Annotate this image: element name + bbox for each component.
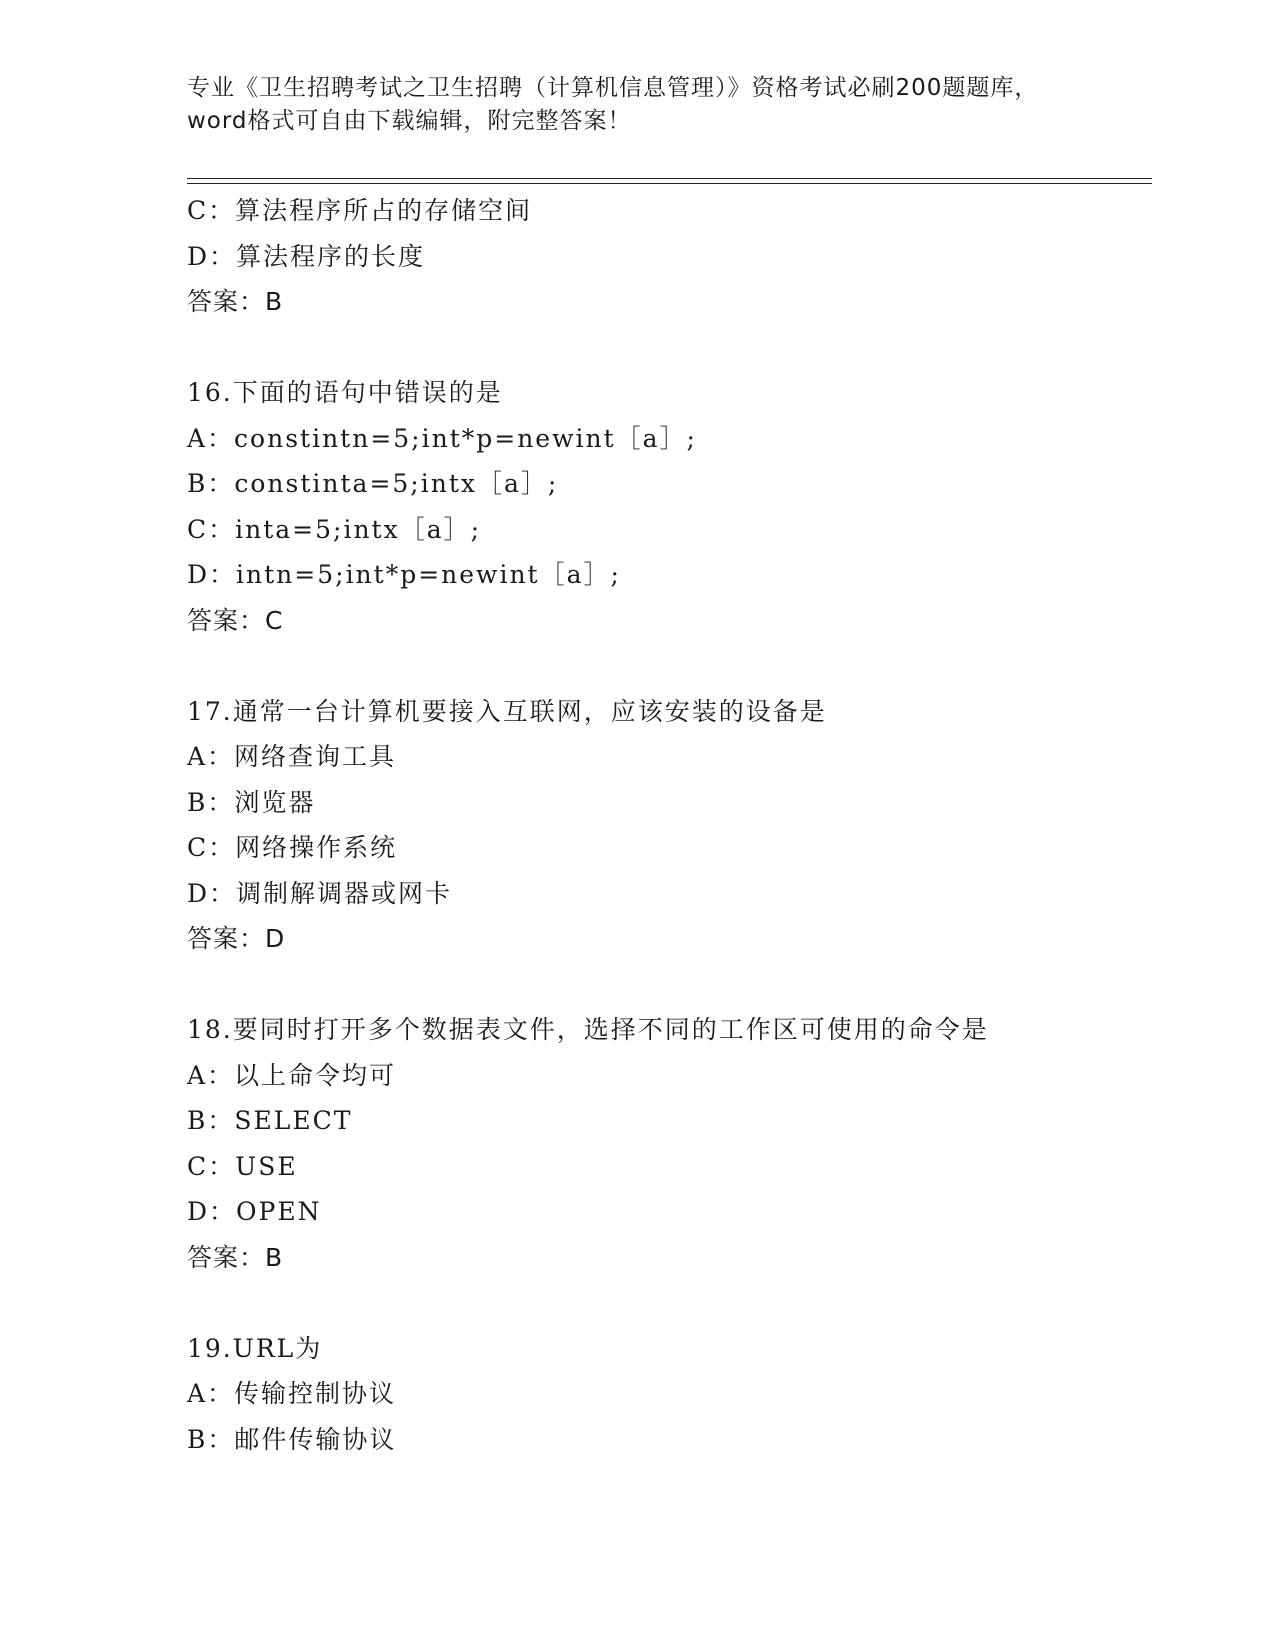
question-19: [187, 1326, 1147, 1463]
option-c: C：inta=5;intx［a］;: [187, 514, 482, 544]
option-a: A：传输控制协议: [187, 1379, 397, 1408]
question-17: [187, 689, 1147, 962]
option-b: B：浏览器: [187, 787, 316, 817]
header-divider-bottom: [187, 183, 1152, 184]
answer-line: 答案：D: [187, 924, 286, 953]
option-a: A：constintn=5;int*p=newint［a］;: [187, 423, 697, 453]
option-d: D：算法程序的长度: [187, 241, 426, 271]
option-b: B：constinta=5;intx［a］;: [187, 469, 559, 498]
option-c: C：网络操作系统: [187, 833, 398, 862]
option-c: C：算法程序所占的存储空间: [187, 196, 533, 225]
document-header: [187, 72, 1087, 138]
option-a: A：以上命令均可: [187, 1060, 397, 1090]
question-16: [187, 370, 1147, 643]
question-text: 16.下面的语句中错误的是: [187, 378, 503, 407]
question-spacer: [187, 325, 1147, 371]
question-text: 18.要同时打开多个数据表文件，选择不同的工作区可使用的命令是: [187, 1015, 989, 1044]
option-d: D：intn=5;int*p=newint［a］;: [187, 560, 621, 589]
header-divider-top: [187, 178, 1152, 179]
answer-line: 答案：B: [187, 287, 284, 316]
option-d: D：OPEN: [187, 1197, 322, 1226]
question-18: [187, 1007, 1147, 1280]
option-d: D：调制解调器或网卡: [187, 878, 453, 908]
question-spacer: [187, 962, 1147, 1008]
option-b: B：SELECT: [187, 1106, 353, 1135]
question-spacer: [187, 1280, 1147, 1326]
option-b: B：邮件传输协议: [187, 1424, 397, 1454]
answer-line: 答案：B: [187, 1242, 284, 1272]
option-a: A：网络查询工具: [187, 742, 397, 771]
header-title-line-2: word格式可自由下载编辑，附完整答案！: [187, 108, 632, 134]
question-spacer: [187, 643, 1147, 689]
question-list: [187, 188, 1147, 1462]
question-text: 19.URL为: [187, 1333, 323, 1363]
question-text: 17.通常一台计算机要接入互联网，应该安装的设备是: [187, 696, 827, 726]
option-c: C：USE: [187, 1151, 298, 1181]
header-title-line-1: 专业《卫生招聘考试之卫生招聘（计算机信息管理）》资格考试必刷200题题库，: [187, 75, 1039, 101]
answer-line: 答案：C: [187, 605, 284, 635]
previous-question-continuation: [187, 188, 1147, 325]
